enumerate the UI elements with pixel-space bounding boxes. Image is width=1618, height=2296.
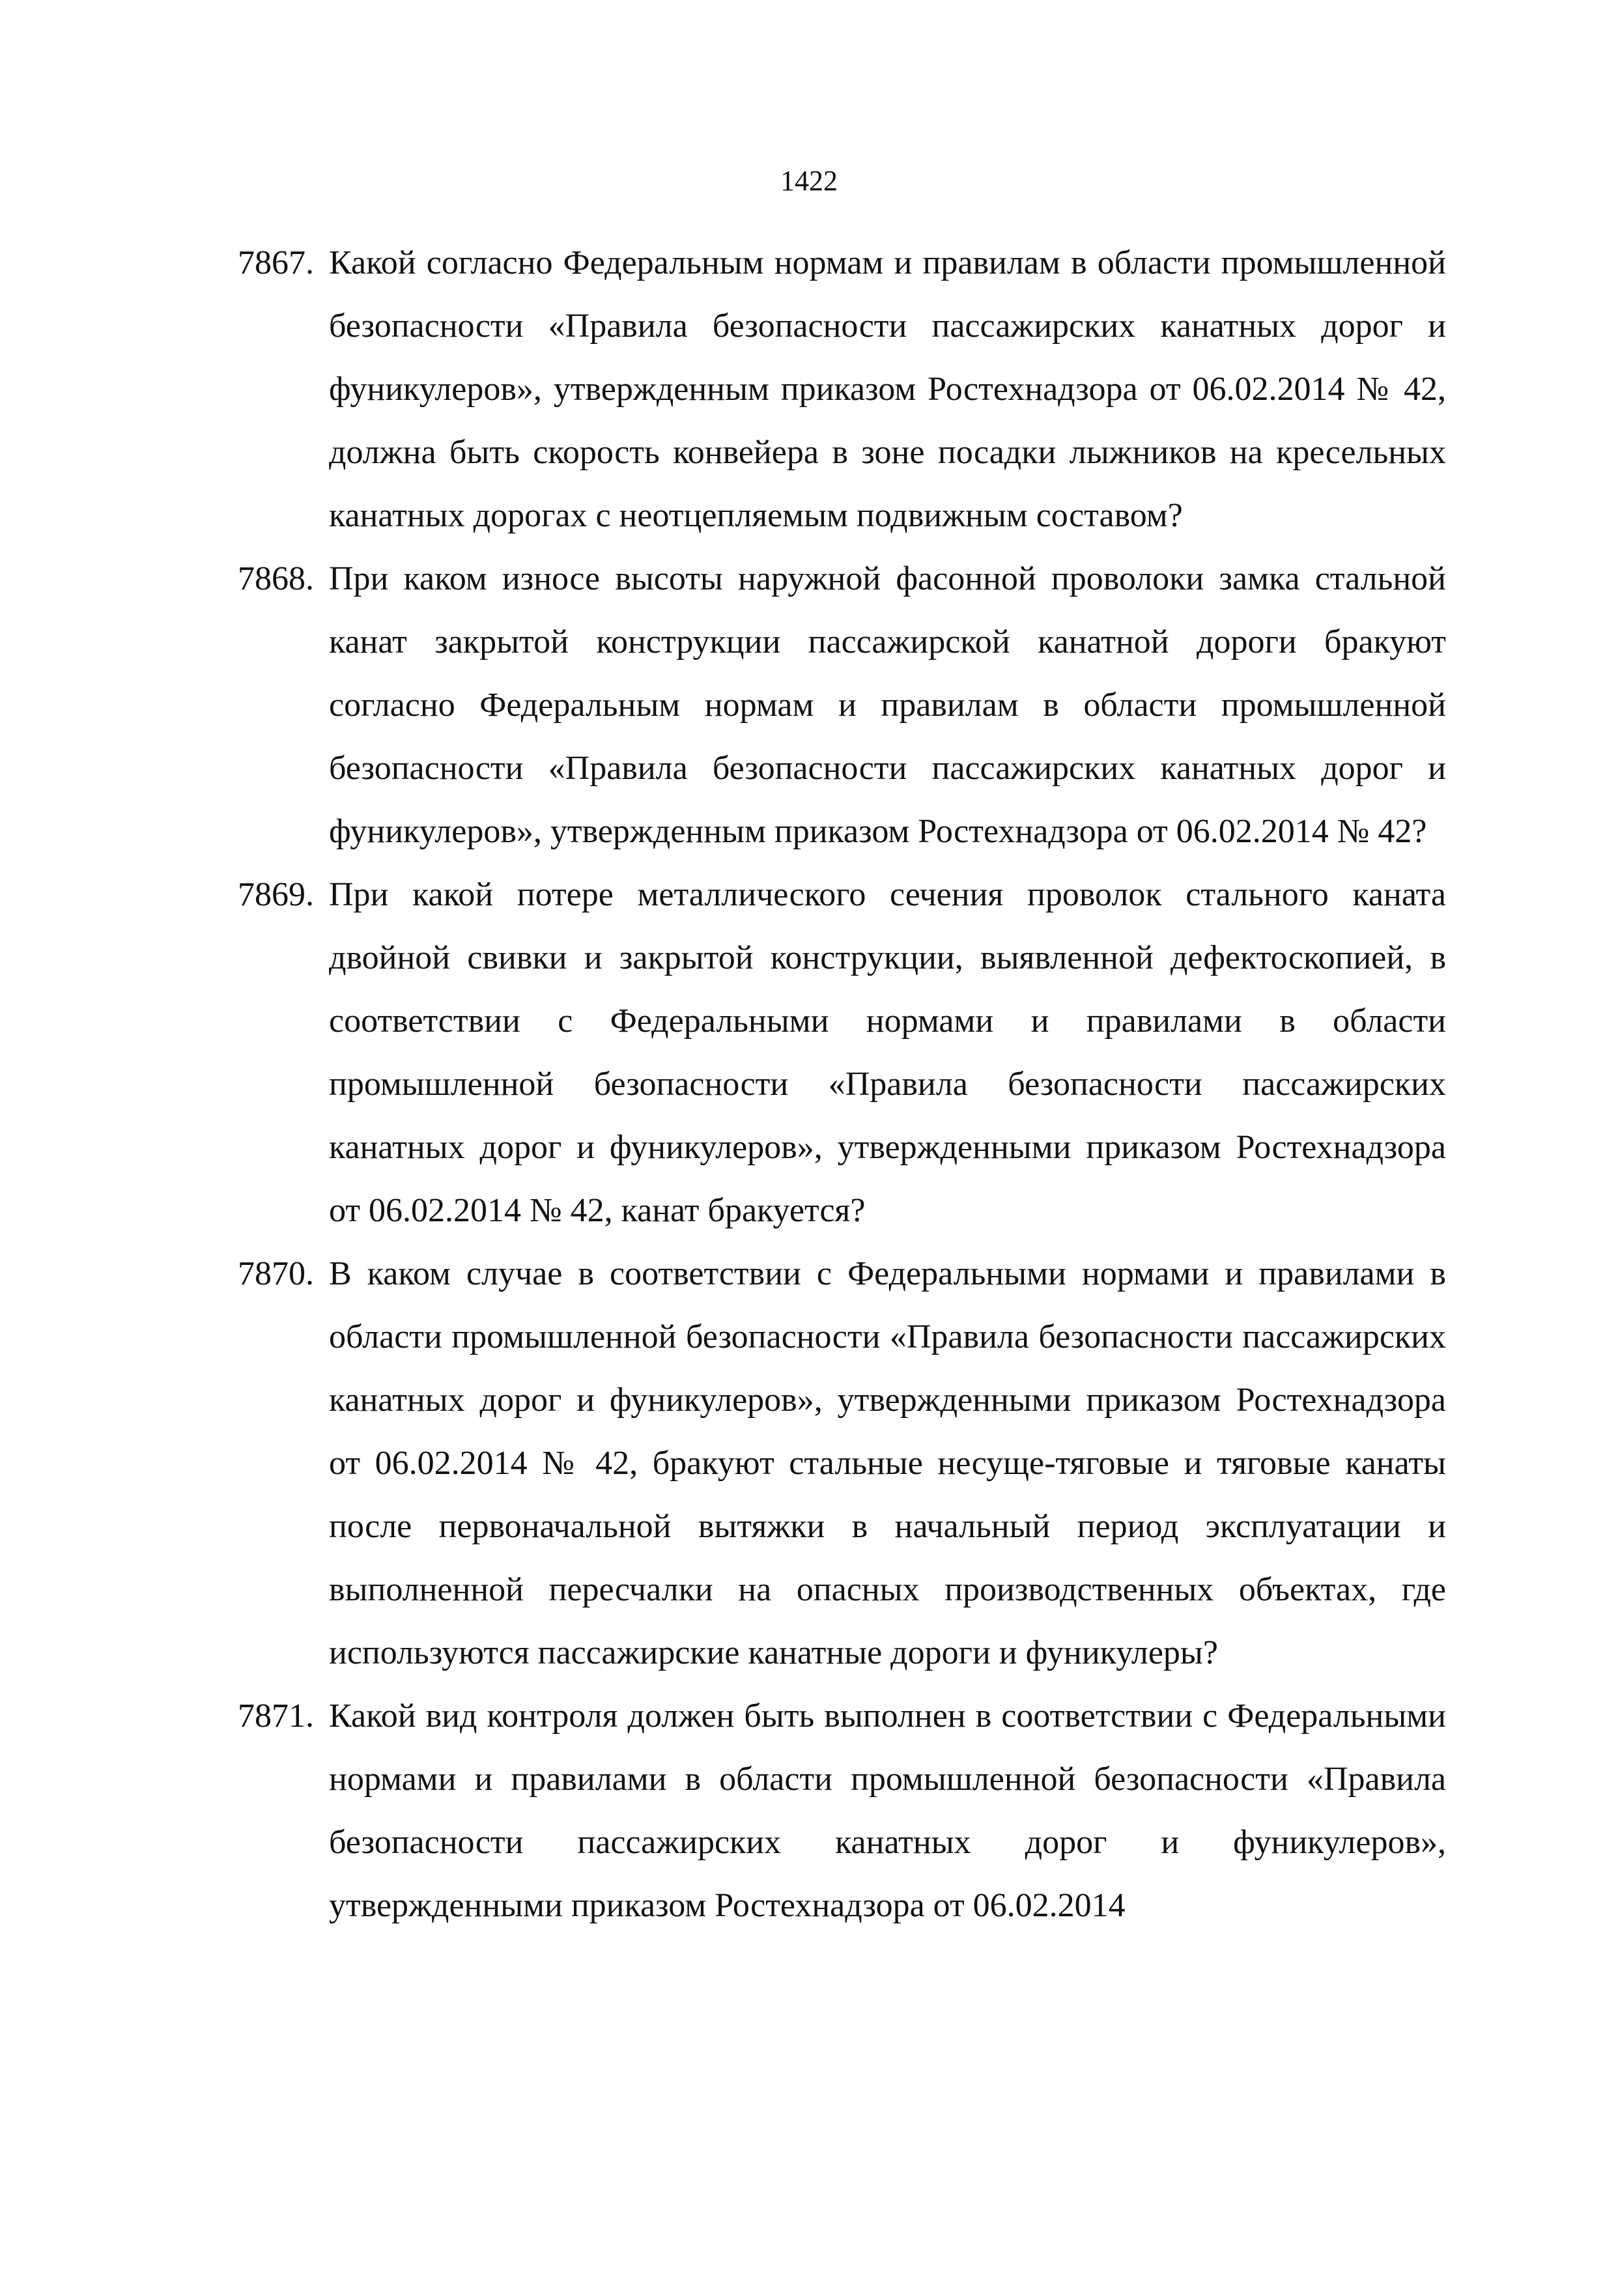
question-number: 7871. [238, 1697, 314, 1735]
page-number: 1422 [780, 165, 838, 197]
question-item-7868 [238, 547, 1446, 863]
question-list [238, 231, 1446, 1937]
question-text: В каком случае в соответствии с Федеральными нормами и правилами в области промышленной безопасности «Правила безопасности пассажирских канатных дорог и фуникулеров», утвержденными приказом Ростехнадзора от 06.02.2014 № 42, бракуют стальные несуще-тяговые и тяговые канаты после первоначальной вытяжки в начальный период эксплуатации и выполненной пересчалки на опасных производственных объектах, где используются пассажирские канатные дороги и фуникулеры? [329, 1255, 1446, 1671]
question-text: При какой потере металлического сечения проволок стального каната двойной свивки и закрытой конструкции, выявленной дефектоскопией, в соответствии с Федеральными нормами и правилами в области промышленной безопасности «Правила безопасности пассажирских канатных дорог и фуникулеров», утвержденными приказом Ростехнадзора от 06.02.2014 № 42, канат бракуется? [329, 876, 1446, 1229]
question-item-7871 [238, 1684, 1446, 1937]
question-text: Какой вид контроля должен быть выполнен в соответствии с Федеральными нормами и правилами в области промышленной безопасности «Правила безопасности пассажирских канатных дорог и фуникулеров», утвержденными приказом Ростехнадзора от 06.02.2014 [329, 1697, 1446, 1924]
question-item-7869 [238, 863, 1446, 1242]
question-number: 7870. [238, 1255, 314, 1292]
question-number: 7869. [238, 876, 314, 913]
question-number: 7867. [238, 244, 314, 281]
question-item-7870 [238, 1242, 1446, 1684]
question-text: При каком износе высоты наружной фасонной проволоки замка стальной канат закрытой конструкции пассажирской канатной дороги бракуют согласно Федеральным нормам и правилам в области промышленной безопасности «Правила безопасности пассажирских канатных дорог и фуникулеров», утвержденным приказом Ростехнадзора от 06.02.2014 № 42? [329, 560, 1446, 850]
question-number: 7868. [238, 560, 314, 597]
question-item-7867 [238, 231, 1446, 547]
question-text: Какой согласно Федеральным нормам и правилам в области промышленной безопасности «Правила безопасности пассажирских канатных дорог и фуникулеров», утвержденным приказом Ростехнадзора от 06.02.2014 № 42, должна быть скорость конвейера в зоне посадки лыжников на кресельных канатных дорогах с неотцепляемым подвижным составом? [329, 244, 1446, 534]
